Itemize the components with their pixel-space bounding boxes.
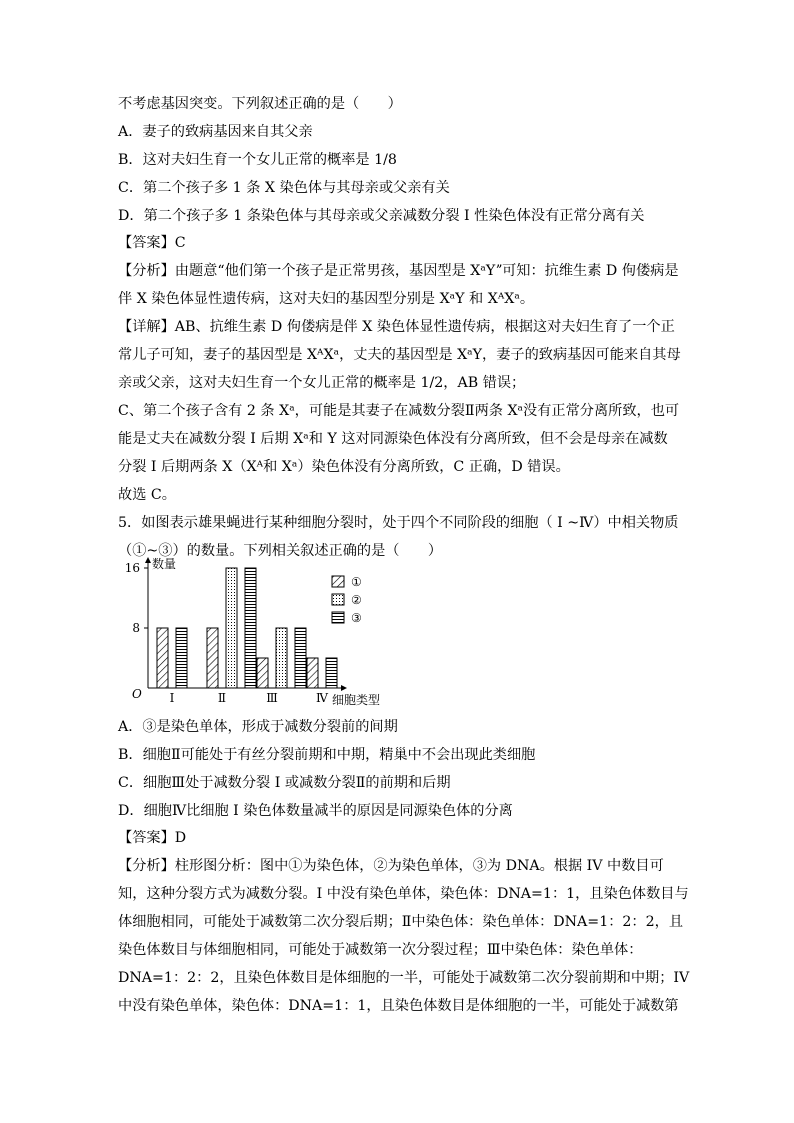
legend-swatch bbox=[332, 612, 344, 623]
bar-1-series-3 bbox=[176, 628, 187, 688]
category-label: Ⅱ bbox=[217, 691, 227, 705]
text-line: C．第二个孩子多 1 条 X 染色体与其母亲或父亲有关 bbox=[118, 180, 450, 196]
text-line: 故选 C。 bbox=[118, 487, 176, 503]
y-tick-label: 8 bbox=[132, 621, 140, 635]
text-line: 伴 X 染色体显性遗传病，这对夫妇的基因型分别是 XᵃY 和 XᴬXᵃ。 bbox=[118, 291, 535, 307]
text-line: 【详解】AB、抗维生素 D 佝偻病是伴 X 染色体显性遗传病，根据这对夫妇生育了一个正 bbox=[118, 319, 675, 335]
legend-swatch bbox=[332, 576, 344, 587]
bar-2-series-1 bbox=[207, 628, 218, 688]
text-line: D．第二个孩子多 1 条染色体与其母亲或父亲减数分裂 I 性染色体没有正常分离有关 bbox=[118, 208, 645, 224]
legend-label: ③ bbox=[351, 611, 362, 625]
y-axis-label: 数量 bbox=[152, 557, 177, 571]
text-line: 中没有染色单体，染色体：DNA=1：1，且染色体数目是体细胞的一半，可能处于减数第 bbox=[118, 998, 679, 1014]
text-line: 【分析】由题意“他们第一个孩子是正常男孩，基因型是 XᵃYˮ可知：抗维生素 D 佝偻病是 bbox=[118, 263, 679, 279]
text-line: 分裂 I 后期两条 X（Xᴬ和 Xᵃ）染色体没有分离所致，C 正确，D 错误。 bbox=[118, 459, 570, 475]
legend-label: ② bbox=[351, 593, 362, 607]
bar-chart bbox=[110, 552, 430, 712]
text-line: B．细胞Ⅱ可能处于有丝分裂前期和中期，精巢中不会出现此类细胞 bbox=[118, 747, 536, 763]
legend-swatch bbox=[332, 594, 344, 605]
category-label: I bbox=[169, 691, 175, 705]
text-line: 不考虑基因突变。下列叙述正确的是（ ） bbox=[118, 96, 402, 112]
bar-3-series-2 bbox=[276, 628, 287, 688]
y-tick-label: 16 bbox=[124, 561, 140, 575]
text-line: 能是丈夫在减数分裂 I 后期 Xᵃ和 Y 这对同源染色体没有分离所致，但不会是母亲在减数 bbox=[118, 431, 668, 447]
text-line: 【分析】柱形图分析：图中①为染色体，②为染色单体，③为 DNA。根据 IV 中数目可 bbox=[118, 858, 664, 874]
bar-2-series-3 bbox=[245, 568, 256, 688]
question-stem: 5．如图表示雄果蝇进行某种细胞分裂时，处于四个不同阶段的细胞（ I ~Ⅳ）中相关物质 bbox=[118, 515, 679, 531]
answer-label: 【答案】D bbox=[118, 830, 187, 846]
legend-label: ① bbox=[351, 575, 362, 589]
text-line: A．妻子的致病基因来自其父亲 bbox=[118, 124, 313, 140]
text-line: B．这对夫妇生育一个女儿正常的概率是 1/8 bbox=[118, 152, 397, 168]
origin-label: O bbox=[132, 687, 142, 701]
text-line: C．细胞Ⅲ处于减数分裂 I 或减数分裂Ⅱ的前期和后期 bbox=[118, 775, 451, 791]
text-line: 常儿子可知，妻子的基因型是 XᴬXᵃ，丈夫的基因型是 XᵃY，妻子的致病基因可能来自其母 bbox=[118, 347, 681, 363]
bar-1-series-1 bbox=[157, 628, 168, 688]
x-axis-label: 细胞类型 bbox=[332, 693, 381, 707]
category-label: Ⅲ bbox=[266, 691, 278, 705]
text-line: 亲或父亲，这对夫妇生育一个女儿正常的概率是 1/2，AB 错误； bbox=[118, 375, 526, 391]
category-label: Ⅳ bbox=[316, 691, 328, 705]
text-line: D．细胞Ⅳ比细胞 I 染色体数量减半的原因是同源染色体的分离 bbox=[118, 803, 513, 819]
bar-4-series-1 bbox=[307, 658, 318, 688]
bar-3-series-3 bbox=[295, 628, 306, 688]
text-line: C、第二个孩子含有 2 条 Xᵃ，可能是其妻子在减数分裂Ⅱ两条 Xᵃ没有正常分离所致，也可 bbox=[118, 403, 680, 419]
answer-label: 【答案】C bbox=[118, 235, 186, 251]
text-line: 知，这种分裂方式为减数分裂。I 中没有染色单体，染色体：DNA=1：1，且染色体数目与 bbox=[118, 886, 689, 902]
text-line: DNA=1：2：2，且染色体数目是体细胞的一半，可能处于减数第二次分裂前期和中期；IV bbox=[118, 970, 690, 986]
bar-2-series-2 bbox=[226, 568, 237, 688]
bar-4-series-3 bbox=[326, 658, 337, 688]
bar-3-series-1 bbox=[257, 658, 268, 688]
text-line: A．③是染色单体，形成于减数分裂前的间期 bbox=[118, 719, 398, 735]
question-stem: （①~③）的数量。下列相关叙述正确的是（ ） bbox=[118, 543, 443, 559]
text-line: 染色体数目与体细胞相同，可能处于减数第一次分裂过程；Ⅲ中染色体：染色单体： bbox=[118, 942, 643, 958]
text-line: 体细胞相同，可能处于减数第二次分裂后期；Ⅱ中染色体：染色单体：DNA=1：2：2，且 bbox=[118, 914, 684, 930]
